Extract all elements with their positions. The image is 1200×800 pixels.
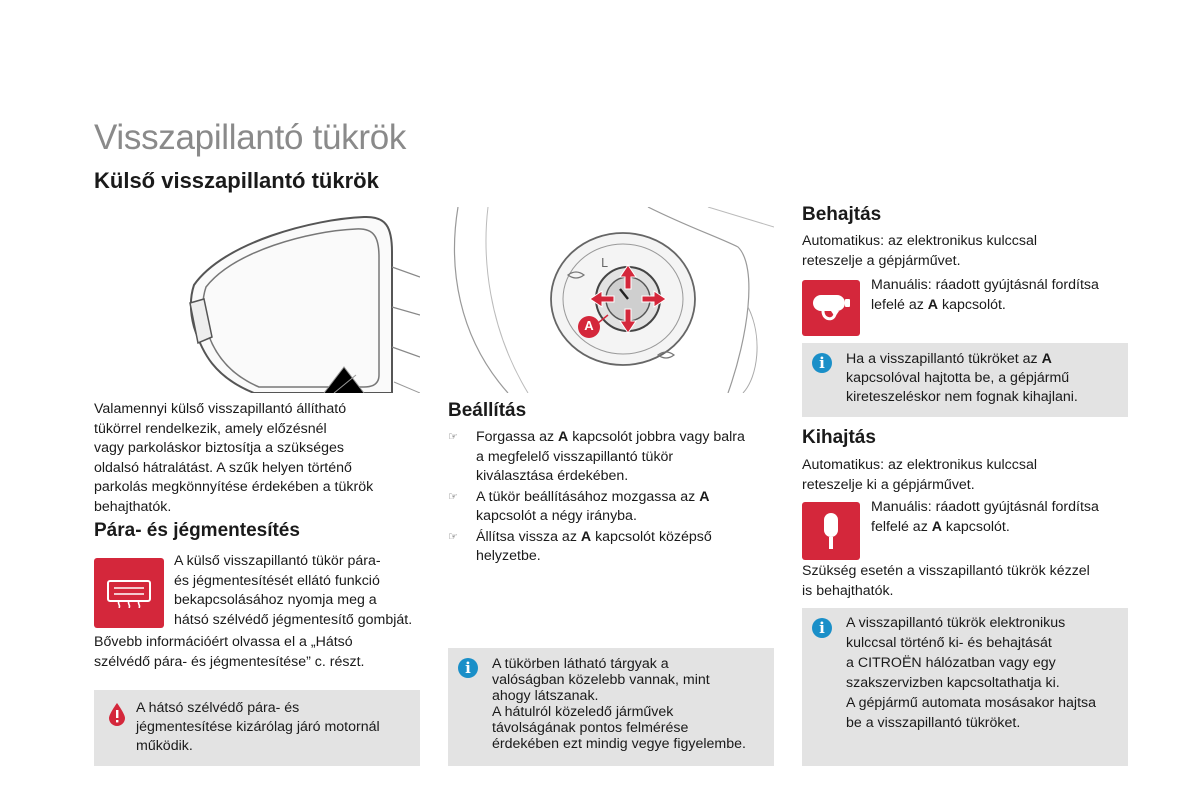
fold-heading: Behajtás (802, 204, 882, 225)
text-line: érdekében ezt mindig vegye figyelembe. (492, 736, 746, 752)
text-line: jégmentesítése kizárólag járó motornál (136, 719, 380, 735)
defrost-heading: Pára- és jégmentesítés (94, 520, 300, 541)
text-segment: kapcsolót. (941, 518, 1010, 535)
text-line: reteszelje a gépjárművet. (802, 252, 961, 269)
list-item (448, 528, 748, 567)
text-line: Automatikus: az elektronikus kulccsal (802, 457, 1037, 473)
text-line: reteszelje ki a gépjárművet. (802, 476, 975, 493)
manual-fold-note (802, 562, 1128, 601)
text-line: Valamennyi külső visszapillantó állítható (94, 401, 347, 417)
svg-text:L: L (601, 256, 608, 270)
rear-defrost-icon (94, 558, 164, 628)
text-segment: Manuális: ráadott gyújtásnál fordítsa felfelé az (871, 499, 1099, 535)
text-line: be a visszapillantó tükröket. (846, 715, 1021, 731)
text-segment: kapcsolóval hajtotta be, a gépjármű kireteszeléskor nem fognak kihajlani. (846, 370, 1078, 405)
text-line: távolságának pontos felmérése (492, 720, 689, 736)
text-line: tükörrel rendelkezik, amely előzésnél (94, 420, 327, 437)
text-line: és jégmentesítését ellátó funkció (174, 572, 380, 589)
text-line: vagy parkoláskor biztosítja a szükséges (94, 440, 344, 456)
text-line: parkolás megkönnyítése érdekében a tükrök (94, 479, 374, 495)
switch-ref: A (699, 488, 710, 505)
switch-ref: A (580, 528, 592, 545)
text-line: hátsó szélvédő jégmentesítő gombját. (174, 611, 413, 628)
text-line: A hátulról közeledő járművek (492, 704, 674, 720)
step-text: Forgassa az (476, 429, 559, 445)
info-note-mirror (448, 648, 774, 766)
text-line: Automatikus: az elektronikus kulccsal (802, 233, 1037, 249)
text-segment: Manuális: ráadott gyújtásnál fordítsa lefelé az (871, 277, 1099, 313)
hand-pointer-icon: ☞ (448, 431, 458, 443)
step-text: kapcsolót a négy irányba. (476, 508, 637, 524)
text-line: szélvédő pára- és jégmentesítése” c. részt. (94, 653, 365, 670)
text-line: A gépjármű automata mosásakor hajtsa (846, 695, 1096, 711)
text-line: oldalsó hátralátást. A szűk helyen történő (94, 459, 352, 476)
text-line: kulccsal történő ki- és behajtását (846, 635, 1052, 651)
list-item (448, 488, 748, 527)
fold-manual-text (871, 276, 1128, 315)
info-note-network (802, 608, 1128, 766)
text-segment: kapcsolót. (938, 296, 1006, 313)
hand-pointer-icon: ☞ (448, 530, 458, 543)
list-item (448, 428, 748, 487)
adjust-heading: Beállítás (448, 400, 527, 421)
switch-label: A (584, 318, 594, 333)
intro-paragraph (94, 400, 420, 517)
text-line: valóságban közelebb vannak, mint (492, 672, 710, 688)
info-note-fold (802, 343, 1128, 417)
text-line: a CITROËN hálózatban vagy egy (846, 655, 1056, 671)
step-text: kapcsolót jobbra vagy balra a megfelelő visszapillantó tükör kiválasztása érdekében. (476, 429, 745, 484)
text-line: A tükörben látható tárgyak a (492, 656, 669, 672)
section-title: Külső visszapillantó tükrök (94, 168, 379, 193)
info-icon: i (812, 353, 832, 373)
info-icon: i (812, 618, 832, 638)
text-line: A külső visszapillantó tükör pára- (174, 553, 381, 569)
mirror-switch-illustration (448, 207, 774, 393)
unfold-up-switch-icon (802, 502, 860, 560)
text-line: A visszapillantó tükrök elektronikus (846, 615, 1066, 631)
info-icon: i (458, 658, 478, 678)
more-info-paragraph (94, 633, 424, 672)
step-text: A tükör beállításához mozgassa az (476, 488, 700, 505)
step-text: Állítsa vissza az (476, 528, 581, 545)
text-line: is behajthatók. (802, 582, 894, 599)
adjust-steps (448, 428, 748, 568)
defrost-description (174, 552, 424, 630)
text-line: behajthatók. (94, 498, 172, 515)
warning-drop-icon (108, 702, 126, 726)
text-line: működik. (136, 738, 193, 754)
warning-note (94, 690, 420, 766)
page-title: Visszapillantó tükrök (94, 118, 407, 157)
unfold-heading: Kihajtás (802, 427, 876, 448)
unfold-manual-text (871, 498, 1128, 537)
text-line: bekapcsolásához nyomja meg a (174, 592, 377, 608)
hand-pointer-icon: ☞ (448, 490, 458, 503)
text-line: Szükség esetén a visszapillantó tükrök kézzel (802, 563, 1090, 579)
text-segment: Ha a visszapillantó tükröket az (846, 351, 1042, 367)
text-line: szakszervizben kapcsoltathatja ki. (846, 675, 1060, 691)
unfold-auto-text (802, 456, 1128, 495)
text-line: A hátsó szélvédő pára- és (136, 700, 300, 716)
switch-ref: A (927, 296, 939, 313)
fold-auto-text (802, 232, 1128, 271)
switch-ref: A (558, 429, 569, 445)
text-line: ahogy látszanak. (492, 688, 599, 704)
mirror-illustration (94, 207, 420, 393)
switch-ref: A (931, 518, 942, 535)
fold-down-switch-icon (802, 280, 860, 336)
text-line: Bővebb információért olvassa el a „Hátsó (94, 634, 353, 650)
step-text: kapcsolót középső helyzetbe. (476, 528, 712, 564)
switch-ref: A (1041, 351, 1052, 367)
